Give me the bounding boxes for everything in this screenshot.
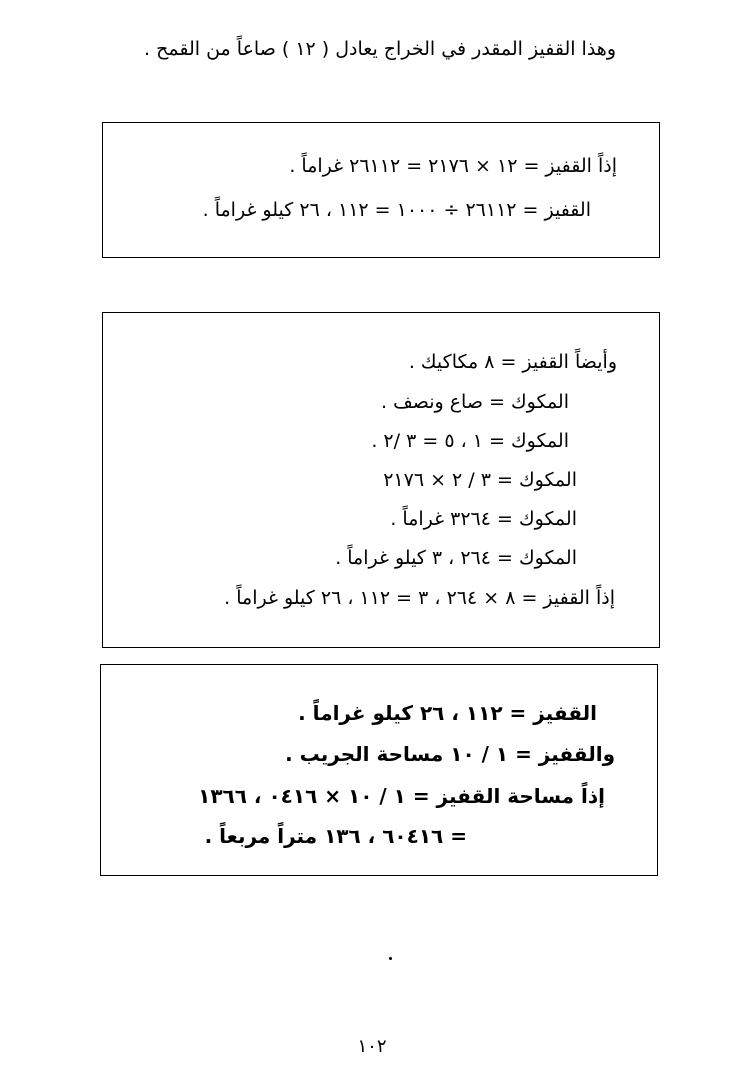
page-number: ١٠٢: [357, 1036, 387, 1057]
box2-line-5: المكوك = ٣٢٦٤ غراماً .: [390, 508, 577, 530]
box2-line-3: المكوك = ١ ، ٥ = ٣ /٢ .: [371, 430, 569, 452]
stray-dot: [389, 957, 392, 960]
box2-line-2: المكوك = صاع ونصف .: [380, 391, 569, 413]
box3-line-3: إذاً مساحة القفيز = ١ / ١٠ × ٠٤١٦ ، ١٣٦٦: [198, 784, 605, 808]
calculation-box-1: [102, 122, 660, 258]
box2-line-7: إذاً القفيز = ٨ × ٢٦٤ ، ٣ = ١١٢ ، ٢٦ كيلو غراماً .: [224, 587, 615, 609]
box2-line-6: المكوك = ٢٦٤ ، ٣ كيلو غراماً .: [335, 547, 577, 569]
box3-line-1: القفيز = ١١٢ ، ٢٦ كيلو غراماً .: [298, 701, 597, 725]
box3-line-2: والقفيز = ١ / ١٠ مساحة الجريب .: [285, 742, 615, 766]
box3-line-4: = ٦٠٤١٦ ، ١٣٦ متراً مربعاً .: [204, 824, 467, 848]
calculation-box-3: [100, 664, 658, 876]
box1-line-1: إذاً القفيز = ١٢ × ٢١٧٦ = ٢٦١١٢ غراماً .: [289, 155, 617, 177]
box1-line-2: القفيز = ٢٦١١٢ ÷ ١٠٠٠ = ١١٢ ، ٢٦ كيلو غراماً .: [202, 199, 591, 221]
box2-line-1: وأيضاً القفيز = ٨ مكاكيك .: [408, 351, 617, 373]
calculation-box-2: [102, 312, 660, 648]
box2-line-4: المكوك = ٣ / ٢ × ٢١٧٦: [383, 469, 577, 491]
intro-paragraph: وهذا القفيز المقدر في الخراج يعادل ( ١٢ ) صاعاً من القمح .: [144, 38, 616, 60]
